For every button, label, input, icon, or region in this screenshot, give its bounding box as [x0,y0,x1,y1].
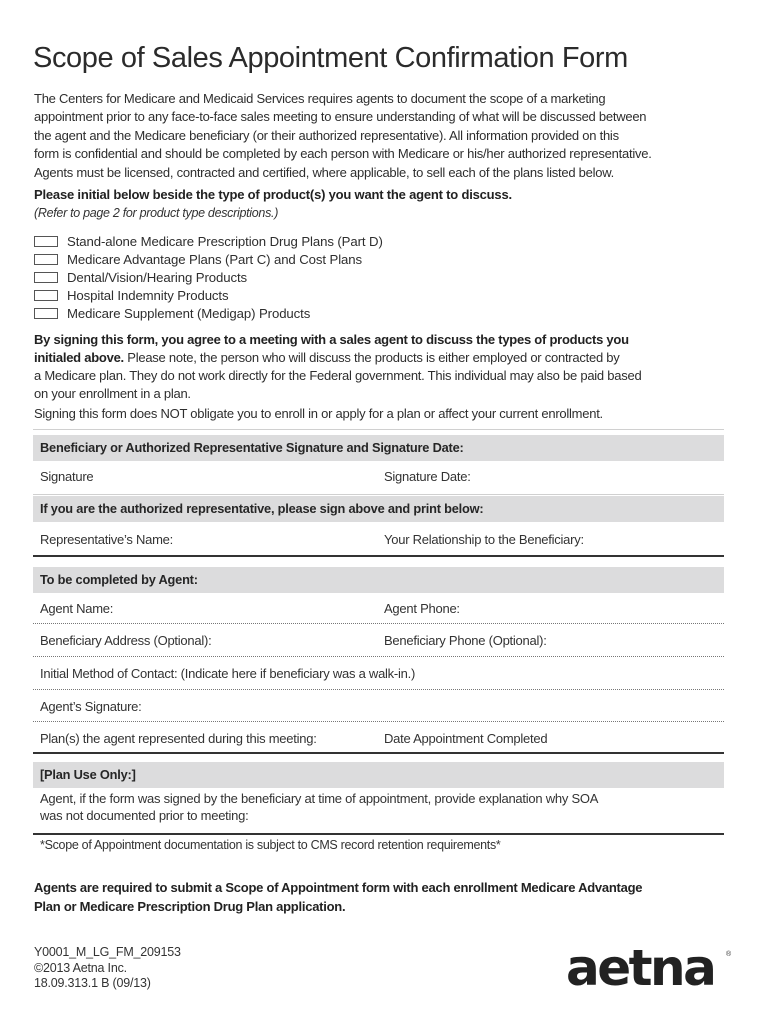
requirement-line: Agents are required to submit a Scope of Appointment form with each enrollment Medicare Advantage [34,880,643,895]
product-label: Dental/Vision/Hearing Products [67,269,248,285]
initial-box[interactable] [34,272,58,283]
contact-method-row [33,661,724,687]
product-label: Hospital Indemnity Products [67,287,229,303]
requirement-line: Plan or Medicare Prescription Drug Plan application. [34,899,346,914]
product-label: Medicare Advantage Plans (Part C) and Cost Plans [67,251,363,267]
initial-box[interactable] [34,308,58,319]
form-code: Y0001_M_LG_FM_209153 [34,945,181,959]
soa-explanation-line: was not documented prior to meeting: [40,808,249,823]
retention-note: *Scope of Appointment documentation is subject to CMS record retention requirements* [40,838,501,852]
agent-row [33,596,724,622]
signature-row [33,464,724,490]
divider [33,689,724,690]
agent-section-header: To be completed by Agent: [33,567,724,593]
initial-box[interactable] [34,254,58,265]
soa-explanation-field[interactable] [40,790,598,824]
product-item [34,304,383,322]
divider [33,721,724,722]
soa-explanation-line: Agent, if the form was signed by the beneficiary at time of appointment, provide explanation why SOA [40,791,599,806]
signature-field[interactable]: Signature [40,469,94,484]
divider [33,623,724,624]
divider [33,752,724,754]
divider [33,429,724,430]
product-item [34,250,383,268]
plans-row [33,726,724,752]
divider [33,833,724,835]
representative-name-field[interactable]: Representative’s Name: [40,532,173,547]
agent-signature-row [33,694,724,720]
beneficiary-contact-row [33,628,724,654]
agent-phone-field[interactable]: Agent Phone: [384,601,460,616]
representative-section-header: If you are the authorized representative, please sign above and print below: [33,496,724,522]
intro-line: the agent and the Medicare beneficiary (or their authorized representative). All information provided on this [34,127,619,143]
submission-requirement [34,878,642,916]
obligation-note: Signing this form does NOT obligate you to enroll in or apply for a plan or affect your current enrollment. [34,406,603,421]
divider [33,494,724,495]
initial-instructions: Please initial below beside the type of product(s) you want the agent to discuss. [34,187,512,202]
divider [33,656,724,657]
beneficiary-address-field[interactable]: Beneficiary Address (Optional): [40,633,212,648]
footer-info [34,945,181,992]
signature-date-field[interactable]: Signature Date: [384,469,471,484]
product-item [34,268,383,286]
product-item [34,232,383,250]
intro-paragraph [34,90,734,182]
divider [33,555,724,557]
representative-row [33,527,724,553]
version-code: 18.09.313.1 B (09/13) [34,976,151,990]
agent-name-field[interactable]: Agent Name: [40,601,114,616]
intro-line: Agents must be licensed, contracted and certified, where applicable, to sell each of the plans listed below. [34,164,615,180]
agreement-text: a Medicare plan. They do not work directly for the Federal government. This individual may also be paid based [34,368,642,383]
product-label: Stand-alone Medicare Prescription Drug Plans (Part D) [67,233,383,249]
date-completed-field[interactable]: Date Appointment Completed [384,731,548,746]
product-label: Medicare Supplement (Medigap) Products [67,305,311,321]
page-title: Scope of Sales Appointment Confirmation Form [33,42,628,74]
contact-method-field[interactable]: Initial Method of Contact: (Indicate here if beneficiary was a walk-in.) [40,666,416,681]
registered-mark-icon: ® [726,951,732,958]
relationship-field[interactable]: Your Relationship to the Beneficiary: [384,532,584,547]
copyright: ©2013 Aetna Inc. [34,960,127,975]
agreement-text: on your enrollment in a plan. [34,386,191,401]
agreement-bold: initialed above. [34,350,124,365]
initial-box[interactable] [34,290,58,301]
product-item [34,286,383,304]
refer-note: (Refer to page 2 for product type descriptions.) [34,206,279,220]
agreement-text: Please note, the person who will discuss the products is either employed or contracted by [123,350,620,365]
intro-line: appointment prior to any face-to-face sales meeting to ensure understanding of what will be discussed between [34,109,647,125]
product-list [34,232,383,322]
agreement-bold: By signing this form, you agree to a meeting with a sales agent to discuss the types of products you [34,332,629,347]
agreement-paragraph [34,331,734,403]
intro-line: form is confidential and should be completed by each person with Medicare or his/her authorized representative. [34,146,652,162]
intro-line: The Centers for Medicare and Medicaid Services requires agents to document the scope of a marketing [34,91,606,106]
beneficiary-phone-field[interactable]: Beneficiary Phone (Optional): [384,633,547,648]
plans-represented-field[interactable]: Plan(s) the agent represented during this meeting: [40,731,317,746]
aetna-logo: aetna [566,939,715,997]
agent-signature-field[interactable]: Agent’s Signature: [40,699,142,714]
beneficiary-section-header: Beneficiary or Authorized Representative Signature and Signature Date: [33,435,724,461]
initial-box[interactable] [34,236,58,247]
plan-use-section-header: [Plan Use Only:] [33,762,724,788]
